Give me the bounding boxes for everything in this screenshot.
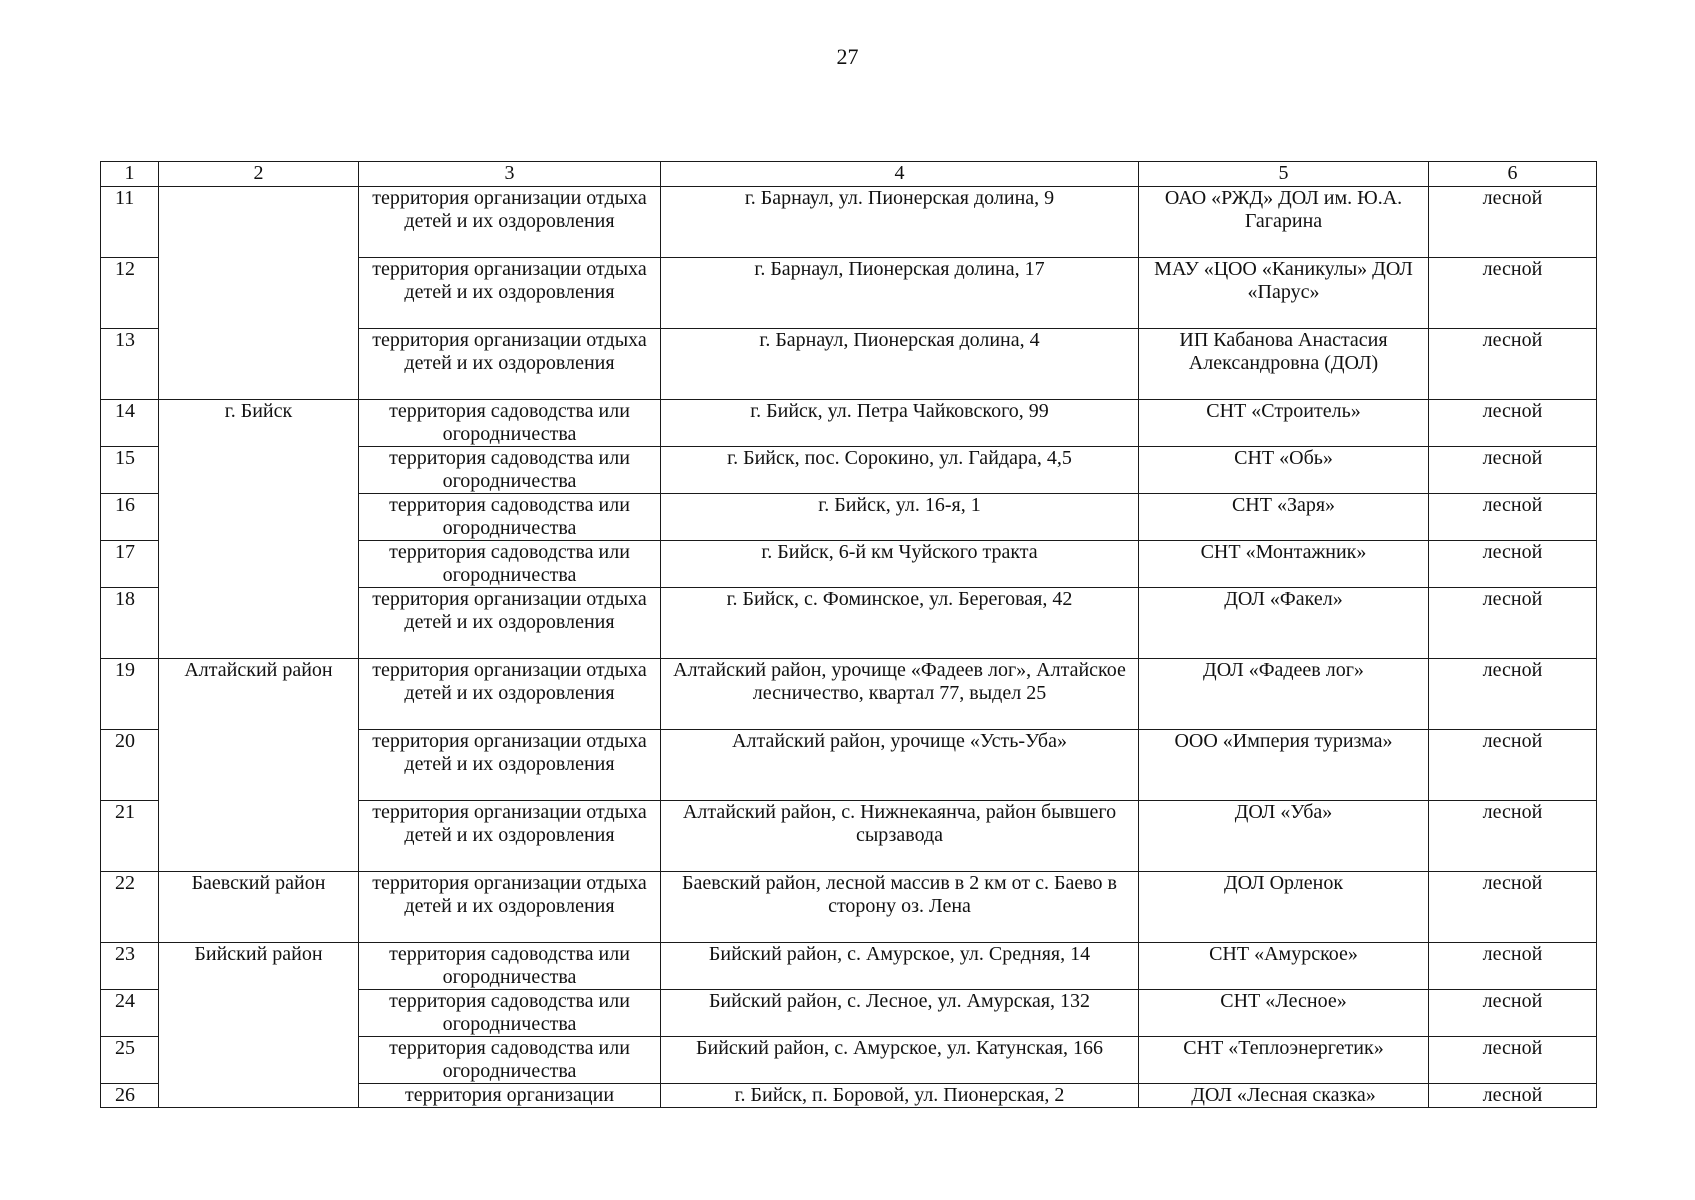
type-cell: лесной <box>1429 659 1597 730</box>
organization-cell: ДОЛ Орленок <box>1139 872 1429 943</box>
organization-cell: СНТ «Строитель» <box>1139 400 1429 447</box>
district-cell: Бийский район <box>159 943 359 1108</box>
row-number: 26 <box>101 1084 159 1108</box>
territory-cell: территория садоводства или огородничества <box>359 943 661 990</box>
row-number: 14 <box>101 400 159 447</box>
row-number: 15 <box>101 447 159 494</box>
organization-cell: СНТ «Амурское» <box>1139 943 1429 990</box>
column-header-2: 2 <box>159 162 359 187</box>
organization-cell: СНТ «Лесное» <box>1139 990 1429 1037</box>
territory-cell: территория садоводства или огородничества <box>359 541 661 588</box>
organization-cell: ДОЛ «Уба» <box>1139 801 1429 872</box>
address-cell: Алтайский район, урочище «Усть-Уба» <box>661 730 1139 801</box>
territory-cell: территория садоводства или огородничества <box>359 447 661 494</box>
territory-cell: территория организации отдыха детей и их оздоровления <box>359 801 661 872</box>
type-cell: лесной <box>1429 801 1597 872</box>
type-cell: лесной <box>1429 400 1597 447</box>
address-cell: г. Бийск, ул. 16-я, 1 <box>661 494 1139 541</box>
territory-cell: территория организации отдыха детей и их оздоровления <box>359 187 661 258</box>
row-number: 21 <box>101 801 159 872</box>
organization-cell: ДОЛ «Лесная сказка» <box>1139 1084 1429 1108</box>
type-cell: лесной <box>1429 447 1597 494</box>
type-cell: лесной <box>1429 990 1597 1037</box>
table-row <box>101 659 1597 730</box>
organization-cell: СНТ «Теплоэнергетик» <box>1139 1037 1429 1084</box>
type-cell: лесной <box>1429 872 1597 943</box>
page-number: 27 <box>836 44 859 69</box>
address-cell: г. Барнаул, Пионерская долина, 17 <box>661 258 1139 329</box>
territory-cell: территория организации отдыха детей и их оздоровления <box>359 730 661 801</box>
type-cell: лесной <box>1429 1084 1597 1108</box>
organization-cell: ИП Кабанова Анастасия Александровна (ДОЛ) <box>1139 329 1429 400</box>
column-header-4: 4 <box>661 162 1139 187</box>
row-number: 19 <box>101 659 159 730</box>
organization-cell: ДОЛ «Фадеев лог» <box>1139 659 1429 730</box>
column-header-5: 5 <box>1139 162 1429 187</box>
address-cell: г. Барнаул, Пионерская долина, 4 <box>661 329 1139 400</box>
territory-cell: территория организации отдыха детей и их оздоровления <box>359 659 661 730</box>
address-cell: г. Бийск, п. Боровой, ул. Пионерская, 2 <box>661 1084 1139 1108</box>
district-cell: г. Бийск <box>159 400 359 659</box>
row-number: 20 <box>101 730 159 801</box>
territory-cell: территория организации отдыха детей и их оздоровления <box>359 258 661 329</box>
address-cell: г. Бийск, 6-й км Чуйского тракта <box>661 541 1139 588</box>
organization-cell: ООО «Империя туризма» <box>1139 730 1429 801</box>
table-row <box>101 187 1597 258</box>
type-cell: лесной <box>1429 258 1597 329</box>
column-header-3: 3 <box>359 162 661 187</box>
row-number: 18 <box>101 588 159 659</box>
type-cell: лесной <box>1429 943 1597 990</box>
table-row <box>101 400 1597 447</box>
address-cell: Баевский район, лесной массив в 2 км от с. Баево в сторону оз. Лена <box>661 872 1139 943</box>
district-cell <box>159 187 359 400</box>
column-header-1: 1 <box>101 162 159 187</box>
row-number: 12 <box>101 258 159 329</box>
type-cell: лесной <box>1429 1037 1597 1084</box>
address-cell: г. Бийск, с. Фоминское, ул. Береговая, 42 <box>661 588 1139 659</box>
row-number: 17 <box>101 541 159 588</box>
type-cell: лесной <box>1429 187 1597 258</box>
row-number: 23 <box>101 943 159 990</box>
organization-cell: МАУ «ЦОО «Каникулы» ДОЛ «Парус» <box>1139 258 1429 329</box>
territory-cell: территория организации отдыха детей и их оздоровления <box>359 872 661 943</box>
type-cell: лесной <box>1429 494 1597 541</box>
type-cell: лесной <box>1429 730 1597 801</box>
address-cell: Бийский район, с. Амурское, ул. Средняя, 14 <box>661 943 1139 990</box>
type-cell: лесной <box>1429 588 1597 659</box>
row-number: 24 <box>101 990 159 1037</box>
organization-cell: СНТ «Заря» <box>1139 494 1429 541</box>
address-cell: Бийский район, с. Амурское, ул. Катунская, 166 <box>661 1037 1139 1084</box>
territory-cell: территория садоводства или огородничества <box>359 400 661 447</box>
header-row <box>101 162 1597 187</box>
district-cell: Баевский район <box>159 872 359 943</box>
address-cell: г. Бийск, ул. Петра Чайковского, 99 <box>661 400 1139 447</box>
table-row <box>101 943 1597 990</box>
row-number: 25 <box>101 1037 159 1084</box>
column-header-6: 6 <box>1429 162 1597 187</box>
address-cell: г. Бийск, пос. Сорокино, ул. Гайдара, 4,5 <box>661 447 1139 494</box>
address-cell: г. Барнаул, ул. Пионерская долина, 9 <box>661 187 1139 258</box>
address-cell: Бийский район, с. Лесное, ул. Амурская, 132 <box>661 990 1139 1037</box>
territory-cell: территория садоводства или огородничества <box>359 990 661 1037</box>
organization-cell: СНТ «Обь» <box>1139 447 1429 494</box>
type-cell: лесной <box>1429 541 1597 588</box>
type-cell: лесной <box>1429 329 1597 400</box>
row-number: 22 <box>101 872 159 943</box>
row-number: 16 <box>101 494 159 541</box>
organization-cell: СНТ «Монтажник» <box>1139 541 1429 588</box>
organization-cell: ДОЛ «Факел» <box>1139 588 1429 659</box>
row-number: 13 <box>101 329 159 400</box>
data-table <box>100 161 1597 1108</box>
territory-cell: территория организации отдыха детей и их оздоровления <box>359 329 661 400</box>
territory-cell: территория организации <box>359 1084 661 1108</box>
address-cell: Алтайский район, урочище «Фадеев лог», Алтайское лесничество, квартал 77, выдел 25 <box>661 659 1139 730</box>
district-cell: Алтайский район <box>159 659 359 872</box>
table-row <box>101 872 1597 943</box>
address-cell: Алтайский район, с. Нижнекаянча, район бывшего сырзавода <box>661 801 1139 872</box>
organization-cell: ОАО «РЖД» ДОЛ им. Ю.А. Гагарина <box>1139 187 1429 258</box>
row-number: 11 <box>101 187 159 258</box>
territory-cell: территория садоводства или огородничества <box>359 1037 661 1084</box>
territory-cell: территория организации отдыха детей и их оздоровления <box>359 588 661 659</box>
territory-cell: территория садоводства или огородничества <box>359 494 661 541</box>
